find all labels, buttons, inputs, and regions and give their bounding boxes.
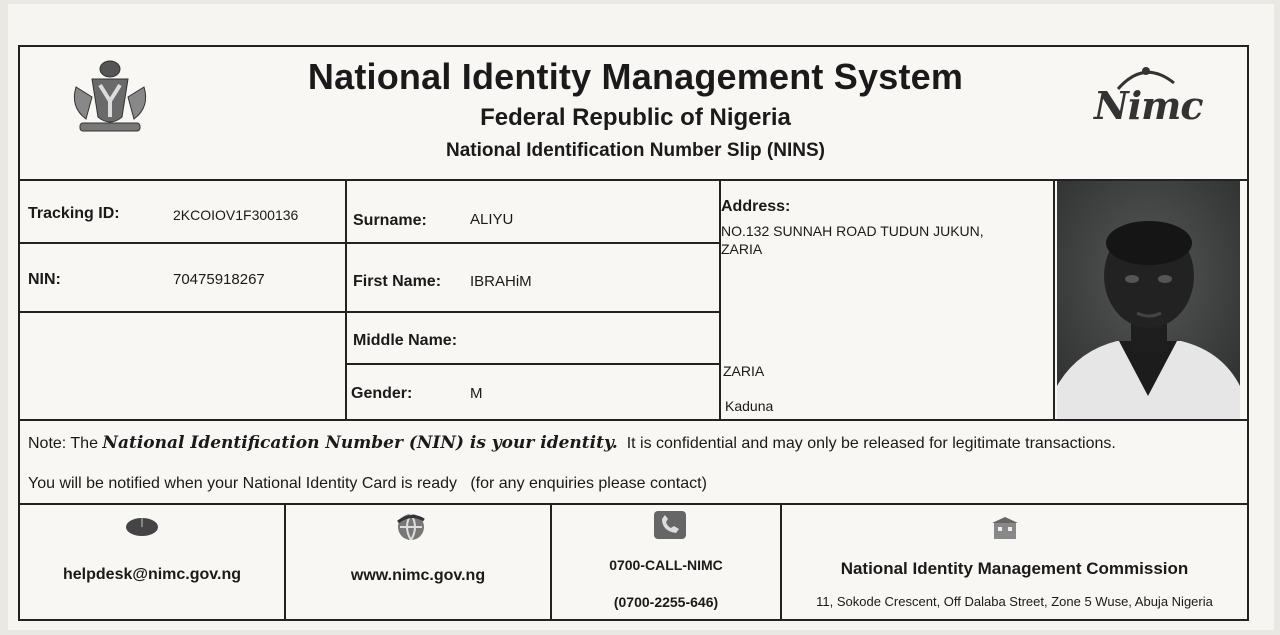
footer-divider-1 — [284, 503, 286, 621]
details-bottom-divider — [20, 419, 1247, 421]
note-suffix: It is confidential and may only be released for legitimate transactions. — [626, 435, 1116, 452]
first-name-label: First Name: — [353, 273, 442, 290]
phone-label[interactable]: 0700-CALL-NIMC — [609, 557, 723, 573]
note-line-1 — [28, 433, 1243, 453]
nin-label: NIN: — [28, 271, 61, 288]
tracking-id-value: 2KCOIOV1F300136 — [173, 207, 299, 223]
org-address: 11, Sokode Crescent, Off Dalaba Street, Zone 5 Wuse, Abuja Nigeria — [816, 594, 1213, 609]
note-line-2: You will be notified when your National Identity Card is ready (for any enquiries please contact) — [28, 475, 707, 492]
phone-number[interactable]: (0700-2255-646) — [613, 594, 719, 610]
nin-value: 70475918267 — [173, 271, 265, 288]
address-line: NO.132 SUNNAH ROAD TUDUN JUKUN, ZARIA — [721, 223, 984, 257]
page-subtitle: Federal Republic of Nigeria — [480, 104, 791, 131]
address-town: ZARIA — [723, 363, 765, 379]
surname-value: ALIYU — [470, 211, 514, 228]
gender-label: Gender: — [351, 385, 413, 402]
website-link[interactable]: www.nimc.gov.ng — [350, 567, 486, 584]
row-divider-2 — [20, 311, 720, 313]
tracking-id-label: Tracking ID: — [28, 205, 120, 222]
org-name: National Identity Management Commission — [840, 559, 1189, 578]
note-prefix: Note: The — [28, 435, 98, 452]
row-divider-1 — [20, 242, 720, 244]
building-icon — [990, 515, 1020, 541]
telephone-icon — [652, 509, 688, 541]
nimc-logo-icon — [1088, 61, 1203, 133]
row-divider-3 — [346, 363, 720, 365]
address-label: Address: — [721, 198, 791, 215]
nin-slip — [18, 45, 1249, 621]
address-state: Kaduna — [725, 398, 774, 414]
browser-globe-icon — [394, 510, 428, 544]
page-title: National Identity Management System — [307, 56, 964, 97]
note-bottom-divider — [20, 503, 1247, 505]
first-name-value: IBRAHiM — [470, 273, 532, 290]
helpdesk-email-link[interactable]: helpdesk@nimc.gov.ng — [63, 566, 241, 583]
gender-value: M — [470, 385, 483, 402]
note-emphasis: National Identification Number (NIN) is your identity. — [102, 433, 618, 453]
middle-name-label: Middle Name: — [353, 332, 458, 349]
surname-label: Surname: — [353, 212, 427, 229]
passport-photo — [1057, 181, 1240, 419]
mouse-icon — [124, 515, 160, 539]
nimc-logo-text: Nimc — [1094, 83, 1203, 128]
col-divider-3 — [1053, 179, 1055, 421]
col-divider-1 — [345, 179, 347, 421]
slip-title: National Identification Number Slip (NINS) — [446, 140, 825, 161]
